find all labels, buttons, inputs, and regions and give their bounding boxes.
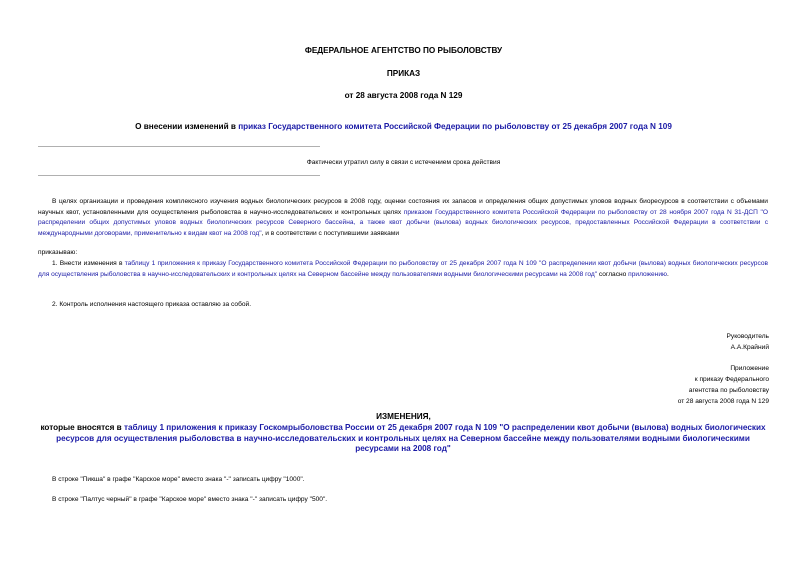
- appendix-block: [678, 363, 769, 407]
- preamble-text-2: , и в соответствии с поступившими заявками: [261, 229, 400, 237]
- order-word: приказываю:: [38, 249, 78, 256]
- changes-subtitle: [38, 423, 768, 455]
- signature-block: [727, 331, 769, 353]
- changes-prefix: которые вносятся в: [40, 423, 124, 432]
- item-2-paragraph: 2. Контроль исполнения настоящего приказа оставляю за собой.: [52, 301, 252, 308]
- doc-title: [0, 122, 807, 131]
- signature-role: Руководитель: [726, 333, 769, 340]
- signature-name: А.А.Крайний: [730, 344, 769, 351]
- appendix-line-3: агентства по рыболовству: [688, 387, 769, 394]
- preamble-text-1: В целях организации и проведения комплексного изучения водных биологических ресурсов в 2008 году, оценки состояния их запасов и определения общих допустимых уловов водных биоресурсов в соответствии с объемами научных квот, установленными для осуществления рыболовства в научно-исследовательских и контрольных целях: [38, 198, 768, 216]
- divider-top: [38, 146, 320, 147]
- item-1-paragraph: [38, 259, 768, 280]
- status-note: Фактически утратил силу в связи с истечением срока действия: [306, 159, 501, 166]
- appendix-line-1: Приложение: [730, 365, 769, 372]
- item-1-text-1: 1. Внести изменения в: [52, 260, 125, 267]
- doc-date-number: от 28 августа 2008 года N 129: [344, 91, 463, 100]
- preamble-paragraph: [38, 197, 768, 239]
- item-1-text-3: .: [666, 270, 669, 278]
- preamble-link[interactable]: приказом Государственного комитета Российской Федерации по рыболовству от 28 ноября 2007 года N 31-ДСП "О распределении общих допустимых уловов водных биологических ресурсов Северного бассейна, а также квот добычи (вылова) водных биологических ресурсов, предоставленных Российской Федерации в соответствии с международными договорами, применительно к видам квот на 2008 год": [38, 208, 768, 237]
- changes-heading: ИЗМЕНЕНИЯ,: [376, 412, 431, 421]
- divider-bottom: [38, 175, 320, 176]
- appendix-line-2: к приказу Федерального: [694, 376, 769, 383]
- item-1-link-table[interactable]: таблицу 1 приложения к приказу Государственного комитета Российской Федерации по рыболовству от 25 декабря 2007 года N 109 "О распределении квот добычи (вылова) водных биологических ресурсов для осуществления рыболовства в научно-исследовательских и контрольных целях на Северном бассейне между пользователями водными биологическими ресурсами на 2008 год": [38, 260, 768, 278]
- changes-link[interactable]: таблицу 1 приложения к приказу Госкомрыболовства России от 25 декабря 2007 года N 109 "О распределении квот добычи (вылова) водных биологических ресурсов для осуществления рыболовства в научно-исследовательских и контрольных целях на Северном бассейне между пользователями водными биологическими ресурсами на 2008 год": [56, 423, 766, 453]
- doc-title-prefix: О внесении изменений в: [135, 122, 239, 131]
- doc-title-link[interactable]: приказ Государственного комитета Российской Федерации по рыболовству от 25 декабря 2007 года N 109: [238, 122, 672, 131]
- doc-type-heading: ПРИКАЗ: [386, 69, 421, 78]
- agency-heading: ФЕДЕРАЛЬНОЕ АГЕНТСТВО ПО РЫБОЛОВСТВУ: [304, 46, 503, 55]
- appendix-line-4: от 28 августа 2008 года N 129: [677, 398, 769, 405]
- change-line-2: В строке "Палтус черный" в графе "Карское море" вместо знака "-" записать цифру "500".: [52, 496, 328, 503]
- item-1-text-2: согласно: [597, 270, 629, 278]
- item-1-link-appendix[interactable]: приложению: [628, 270, 667, 278]
- change-line-1: В строке "Пикша" в графе "Карское море" вместо знака "-" записать цифру "1000".: [52, 476, 305, 483]
